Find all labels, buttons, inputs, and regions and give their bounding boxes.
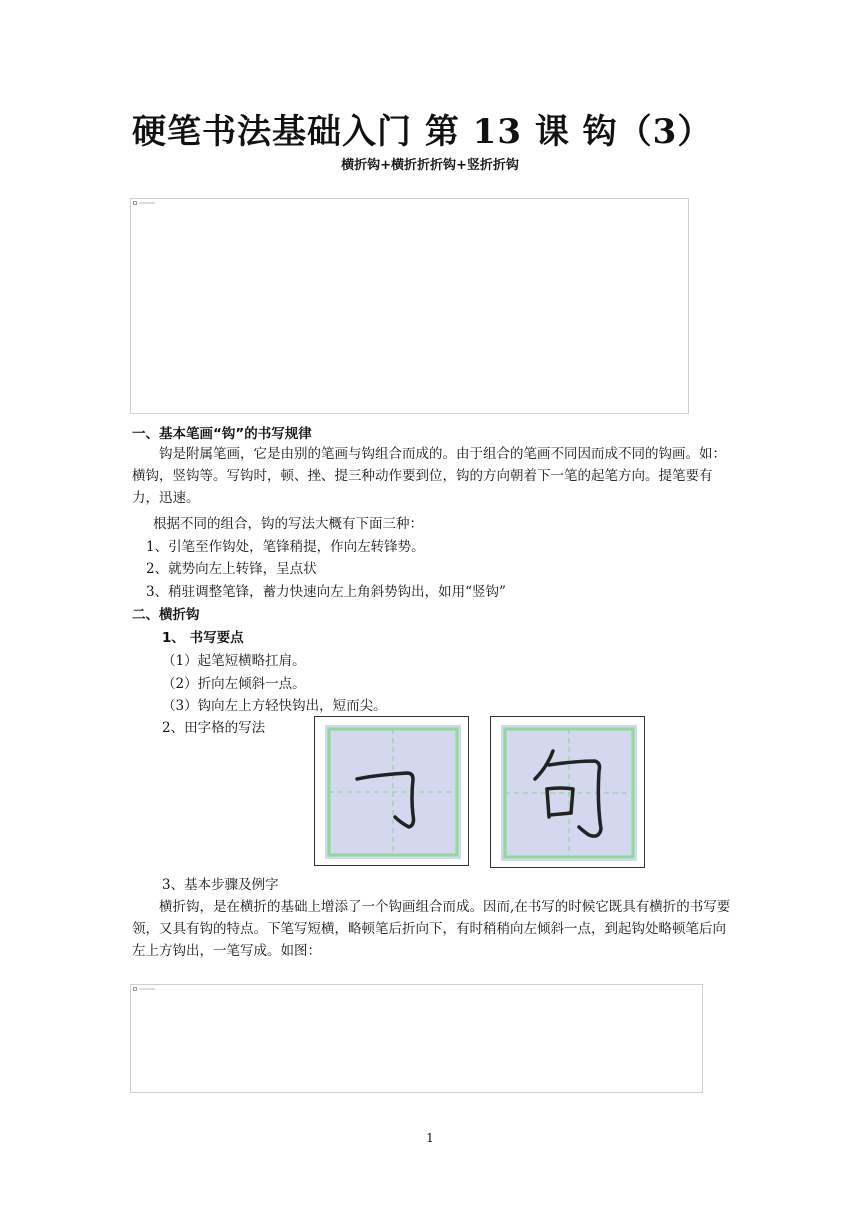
- section2-subheading-3: 3、基本步骤及例字: [162, 877, 279, 893]
- section1-intro: 根据不同的组合，钩的写法大概有下面三种：: [153, 516, 423, 532]
- tianzige-example-image: [490, 716, 645, 868]
- list-item: 3、稍驻调整笔锋，蓄力快速向左上角斜势钩出，如用“竖钩”: [146, 584, 506, 600]
- section2-subheading-1: 1、 书写要点: [162, 630, 244, 646]
- section2-heading: 二、横折钩: [132, 607, 200, 623]
- list-item: 2、就势向左上转锋，呈点状: [146, 561, 317, 577]
- list-item: 1、引笔至作钩处，笔锋稍提，作向左转锋势。: [146, 539, 425, 555]
- image-placeholder-top: [130, 198, 689, 414]
- document-title: 硬笔书法基础入门 第 13 课 钩（3）: [132, 112, 713, 152]
- list-item: （1）起笔短横略扛肩。: [162, 653, 306, 669]
- image-placeholder-bottom: [130, 984, 703, 1093]
- section1-heading: 一、基本笔画“钩”的书写规律: [132, 426, 312, 442]
- broken-image-icon: [133, 201, 155, 205]
- section2-subheading-2: 2、田字格的写法: [162, 720, 266, 736]
- section2-paragraph: 横折钩，是在横折的基础上增添了一个钩画组合而成。因而,在书写的时候它既具有横折的书写要领，又具有钩的特点。下笔写短横，略顿笔后折向下，有时稍稍向左倾斜一点，到起钩处略顿笔后向左上方钩出，一笔写成。如图：: [132, 899, 731, 959]
- list-item: （3）钩向左上方轻快钩出，短而尖。: [162, 698, 387, 714]
- section1-paragraph: 钩是附属笔画，它是由别的笔画与钩组合而成的。由于组合的笔画不同因而成不同的钩画。如：横钩，竖钩等。写钩时，顿、挫、提三种动作要到位，钩的方向朝着下一笔的起笔方向。提笔要有力，迅速。: [132, 446, 726, 506]
- page-number: 1: [426, 1131, 434, 1145]
- broken-image-icon: [133, 987, 155, 991]
- tianzige-stroke-image: [314, 716, 469, 866]
- list-item: （2）折向左倾斜一点。: [162, 676, 306, 692]
- document-subtitle: 横折钩+横折折折钩+竖折折钩: [341, 158, 519, 173]
